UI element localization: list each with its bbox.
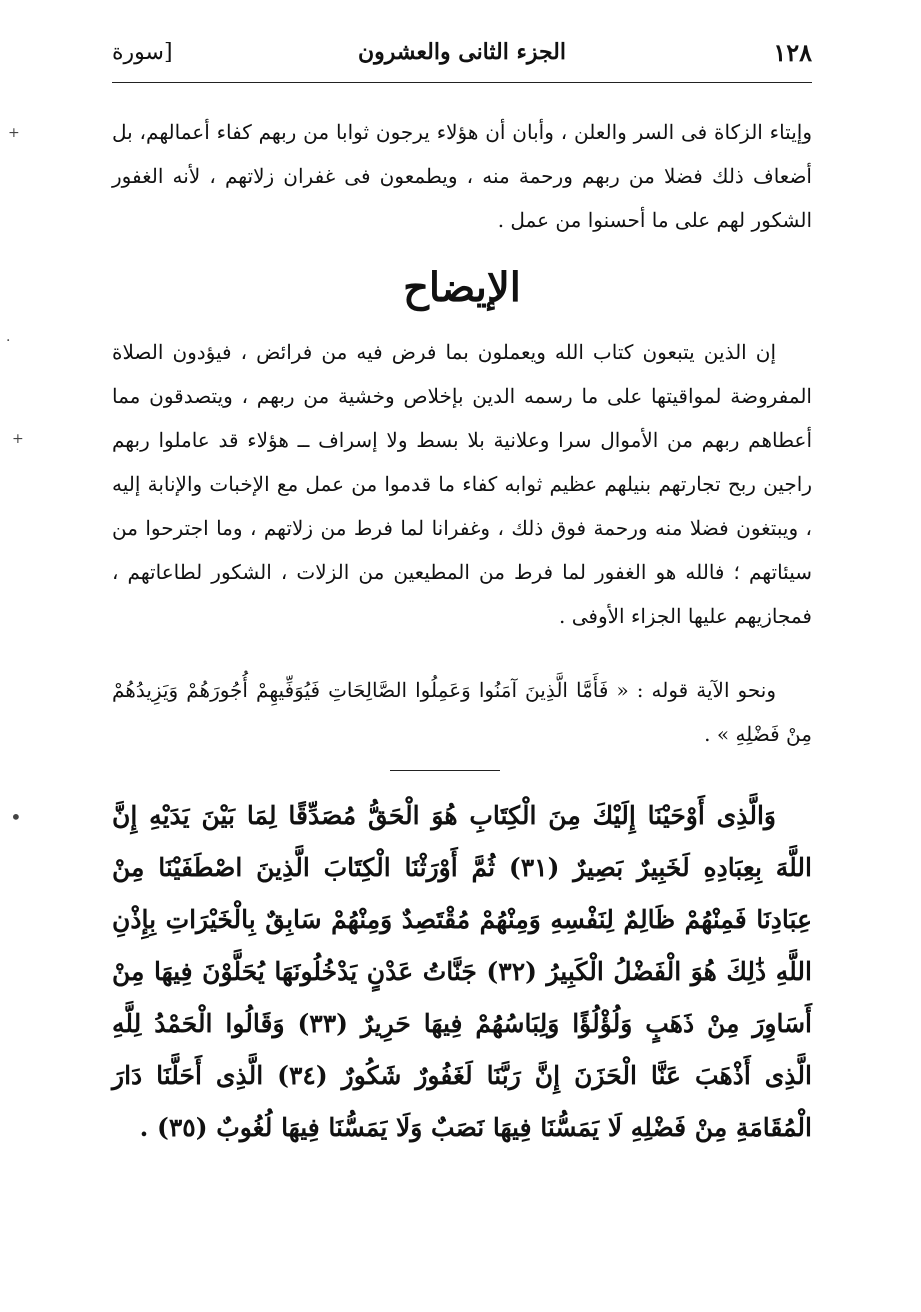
quran-text-block (112, 790, 812, 1154)
margin-speck: • (10, 805, 22, 829)
verse-reference-block (112, 668, 812, 756)
section-title: الإيضاح (403, 264, 521, 311)
surah-name: [سورة (112, 39, 173, 65)
margin-speck: · (6, 333, 11, 349)
intro-paragraph-block (112, 110, 812, 242)
verse-reference: ونحو الآية قوله : « فَأَمَّا الَّذِينَ آمَنُوا وَعَمِلُوا الصَّالِحَاتِ فَيُوَفِّيهِمْ أُجُورَهُمْ وَيَزِيدُهُمْ مِنْ فَضْلِهِ » . (112, 678, 812, 746)
page-header (112, 30, 812, 74)
header-rule (112, 82, 812, 83)
margin-speck: + (12, 431, 24, 447)
intro-paragraph: وإيتاء الزكاة فى السر والعلن ، وأبان أن هؤلاء يرجون ثوابا من ربهم كفاء أعمالهم، بل أضعاف ذلك فضلا من ربهم ورحمة منه ، ويطمعون فى غفران زلاتهم ، لأنه الغفور الشكور لهم على ما أحسنوا من عمل . (112, 120, 812, 232)
section-separator (390, 770, 500, 771)
quran-text: وَالَّذِى أَوْحَيْنَا إِلَيْكَ مِنَ الْكِتَابِ هُوَ الْحَقُّ مُصَدِّقًا لِمَا بَيْنَ يَدَيْهِ إِنَّ اللَّهَ بِعِبَادِهِ لَخَبِيرٌ بَصِيرٌ (٣١) ثُمَّ أَوْرَثْنَا الْكِتَابَ الَّذِينَ اصْطَفَيْنَا مِنْ عِبَادِنَا فَمِنْهُمْ ظَالِمٌ لِنَفْسِهِ وَمِنْهُمْ مُقْتَصِدٌ وَمِنْهُمْ سَابِقٌ بِالْخَيْرَاتِ بِإِذْنِ اللَّهِ ذَٰلِكَ هُوَ الْفَضْلُ الْكَبِيرُ (٣٢) جَنَّاتُ عَدْنٍ يَدْخُلُونَهَا يُحَلَّوْنَ فِيهَا مِنْ أَسَاوِرَ مِنْ ذَهَبٍ وَلُؤْلُؤًا وَلِبَاسُهُمْ فِيهَا حَرِيرٌ (٣٣) وَقَالُوا الْحَمْدُ لِلَّهِ الَّذِى أَذْهَبَ عَنَّا الْحَزَنَ إِنَّ رَبَّنَا لَغَفُورٌ شَكُورٌ (٣٤) الَّذِى أَحَلَّنَا دَارَ الْمُقَامَةِ مِنْ فَضْلِهِ لَا يَمَسُّنَا فِيهَا نَصَبٌ وَلَا يَمَسُّنَا فِيهَا لُغُوبٌ (٣٥) . (112, 801, 813, 1142)
page-number: ١٢٨ (773, 37, 812, 67)
explanation-paragraph: إن الذين يتبعون كتاب الله ويعملون بما فرض فيه من فرائض ، فيؤدون الصلاة المفروضة لمواقيتها على ما رسمه الدين بإخلاص وخشية من ربهم ، ويتصدقون مما أعطاهم ربهم من الأموال سرا وعلانية بلا بسط ولا إسراف ــ هؤلاء قد عاملوا ربهم راجين ربح تجارتهم بنيلهم عظيم ثوابه كفاء ما قدموا من عمل مع الإخبات والإنابة إليه ، ويبتغون فضلا منه ورحمة فوق ذلك ، وغفرانا لما فرط من زلاتهم ، وما اجترحوا من سيئاتهم ؛ فالله هو الغفور لما فرط من المطيعين من الزلات ، الشكور لطاعاتهم ، فمجازيهم عليها الجزاء الأوفى . (112, 340, 813, 628)
margin-speck: + (8, 125, 20, 141)
running-title: الجزء الثانى والعشرون (357, 39, 567, 65)
explanation-block (112, 330, 812, 638)
